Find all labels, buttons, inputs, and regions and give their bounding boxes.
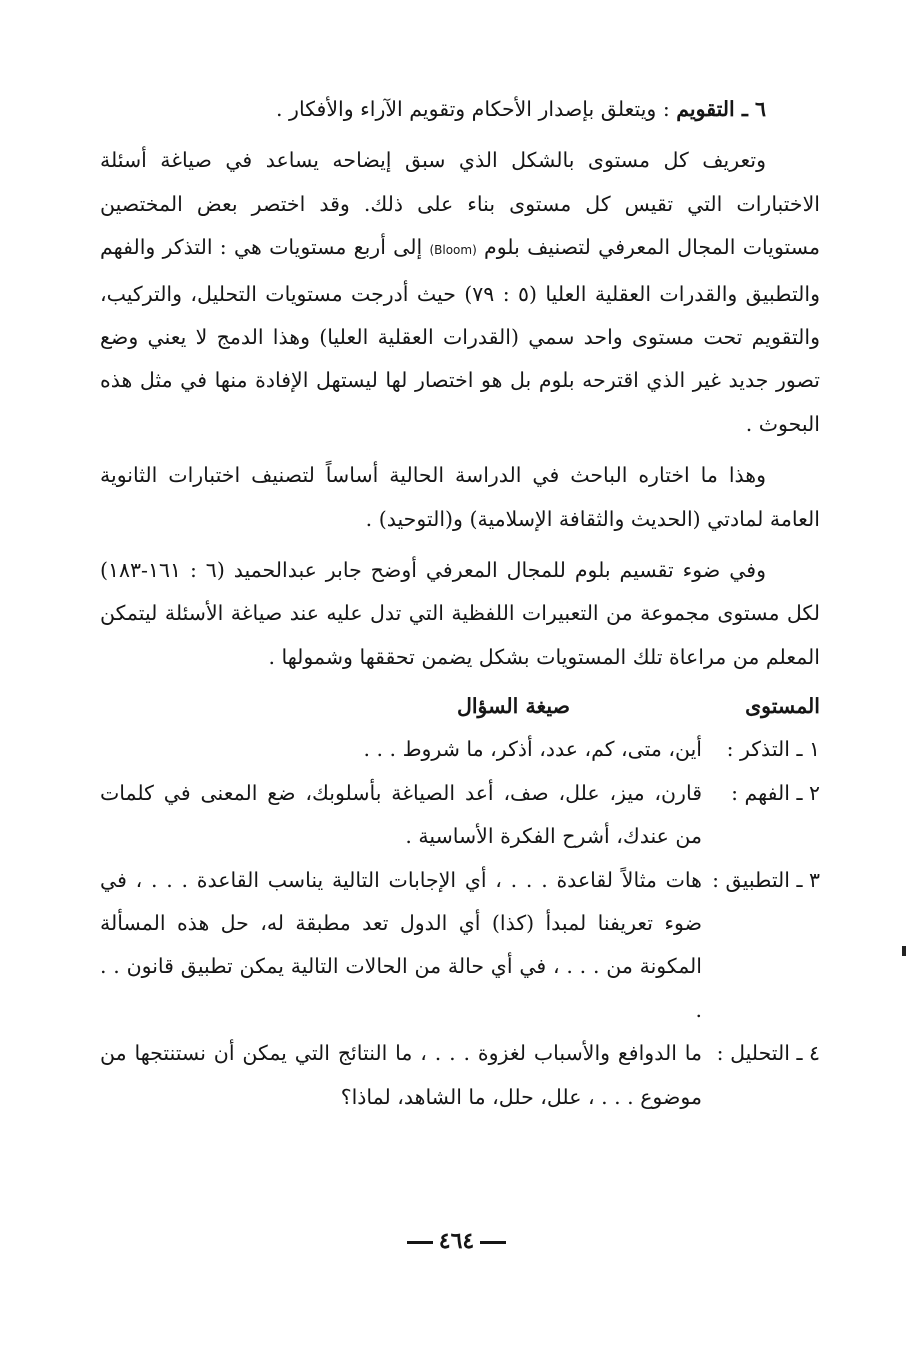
table-row [100, 859, 820, 1033]
question-table-header [100, 685, 820, 728]
page-body [100, 88, 820, 1119]
table-row [100, 1032, 820, 1119]
page-number: ٤٦٤ [438, 1228, 475, 1254]
paragraph-2: وهذا ما اختاره الباحث في الدراسة الحالية أساساً لتصنيف اختبارات الثانوية العامة لمادتي (الحديث والثقافة الإسلامية) و(التوحيد) . [100, 463, 820, 531]
paragraph-1-text-a: وتعريف كل مستوى بالشكل الذي سبق إيضاحه يساعد في صياغة أسئلة الاختبارات التي تقيس كل مستوى بناء على ذلك. وقد اختصر بعض المختصين مستويات المجال المعرفي لتصنيف بلوم [100, 148, 820, 260]
paragraph-3: وفي ضوء تقسيم بلوم للمجال المعرفي أوضح جابر عبدالحميد (٦ : ١٦١-١٨٣) لكل مستوى مجموعة من التعبيرات اللفظية التي تدل عليه عند صياغة الأسئلة ليتمكن المعلم من مراعاة تلك المستويات بشكل يضمن تحققها وشمولها . [100, 558, 820, 669]
level-label: ٤ ـ التحليل : [716, 1041, 820, 1066]
item-6-text: : ويتعلق بإصدار الأحكام وتقويم الآراء والأفكار . [276, 97, 677, 121]
margin-mark [902, 946, 906, 956]
footer-dash-right [407, 1241, 433, 1244]
level-examples: قارن، ميز، علل، صف، أعد الصياغة بأسلوبك، ضع المعنى في كلمات من عندك، أشرح الفكرة الأساسية . [100, 780, 702, 849]
item-6-title: ٦ ـ التقويم [676, 97, 766, 121]
level-examples: أين، متى، كم، عدد، أذكر، ما شروط . . . [363, 737, 702, 762]
page-footer [0, 1228, 913, 1254]
table-row [100, 728, 820, 771]
header-question-form: صيغة السؤال [456, 694, 570, 719]
paragraph-1-text-b: إلى أربع مستويات هي : التذكر والفهم والتطبيق والقدرات العقلية العليا (٥ : ٧٩) حيث أدرجت مستويات التحليل، والتركيب، والتقويم تحت مستوى واحد سمي (القدرات العقلية العليا) وهذا الدمج لا يعني وضع تصور جديد غير الذي اقترحه بلوم بل هو اختصار لها ليستهل الإفادة منها في مثل هذه البحوث . [100, 235, 820, 436]
level-label: ٣ ـ التطبيق : [712, 867, 820, 892]
table-row [100, 772, 820, 859]
level-examples: هات مثالاً لقاعدة . . . ، أي الإجابات التالية يناسب القاعدة . . . ، في ضوء تعريفنا لمبدأ (كذا) أي الدول تعد مطبقة له، حل هذه المسألة المكونة من . . . ، في أي حالة من الحالات التالية يمكن تطبيق قانون . . . [100, 867, 702, 1022]
paragraph-1 [100, 139, 820, 446]
level-examples: ما الدوافع والأسباب لغزوة . . . ، ما النتائج التي يمكن أن نستنتجها من موضوع . . . ، علل، حلل، ما الشاهد، لماذا؟ [100, 1041, 702, 1109]
footer-dash-left [480, 1241, 506, 1244]
header-level: المستوى [745, 694, 820, 719]
item-6 [100, 88, 820, 131]
level-label: ١ ـ التذكر : [726, 737, 820, 762]
bloom-latin-label: (Bloom) [429, 243, 477, 258]
level-label: ٢ ـ الفهم : [731, 780, 820, 805]
